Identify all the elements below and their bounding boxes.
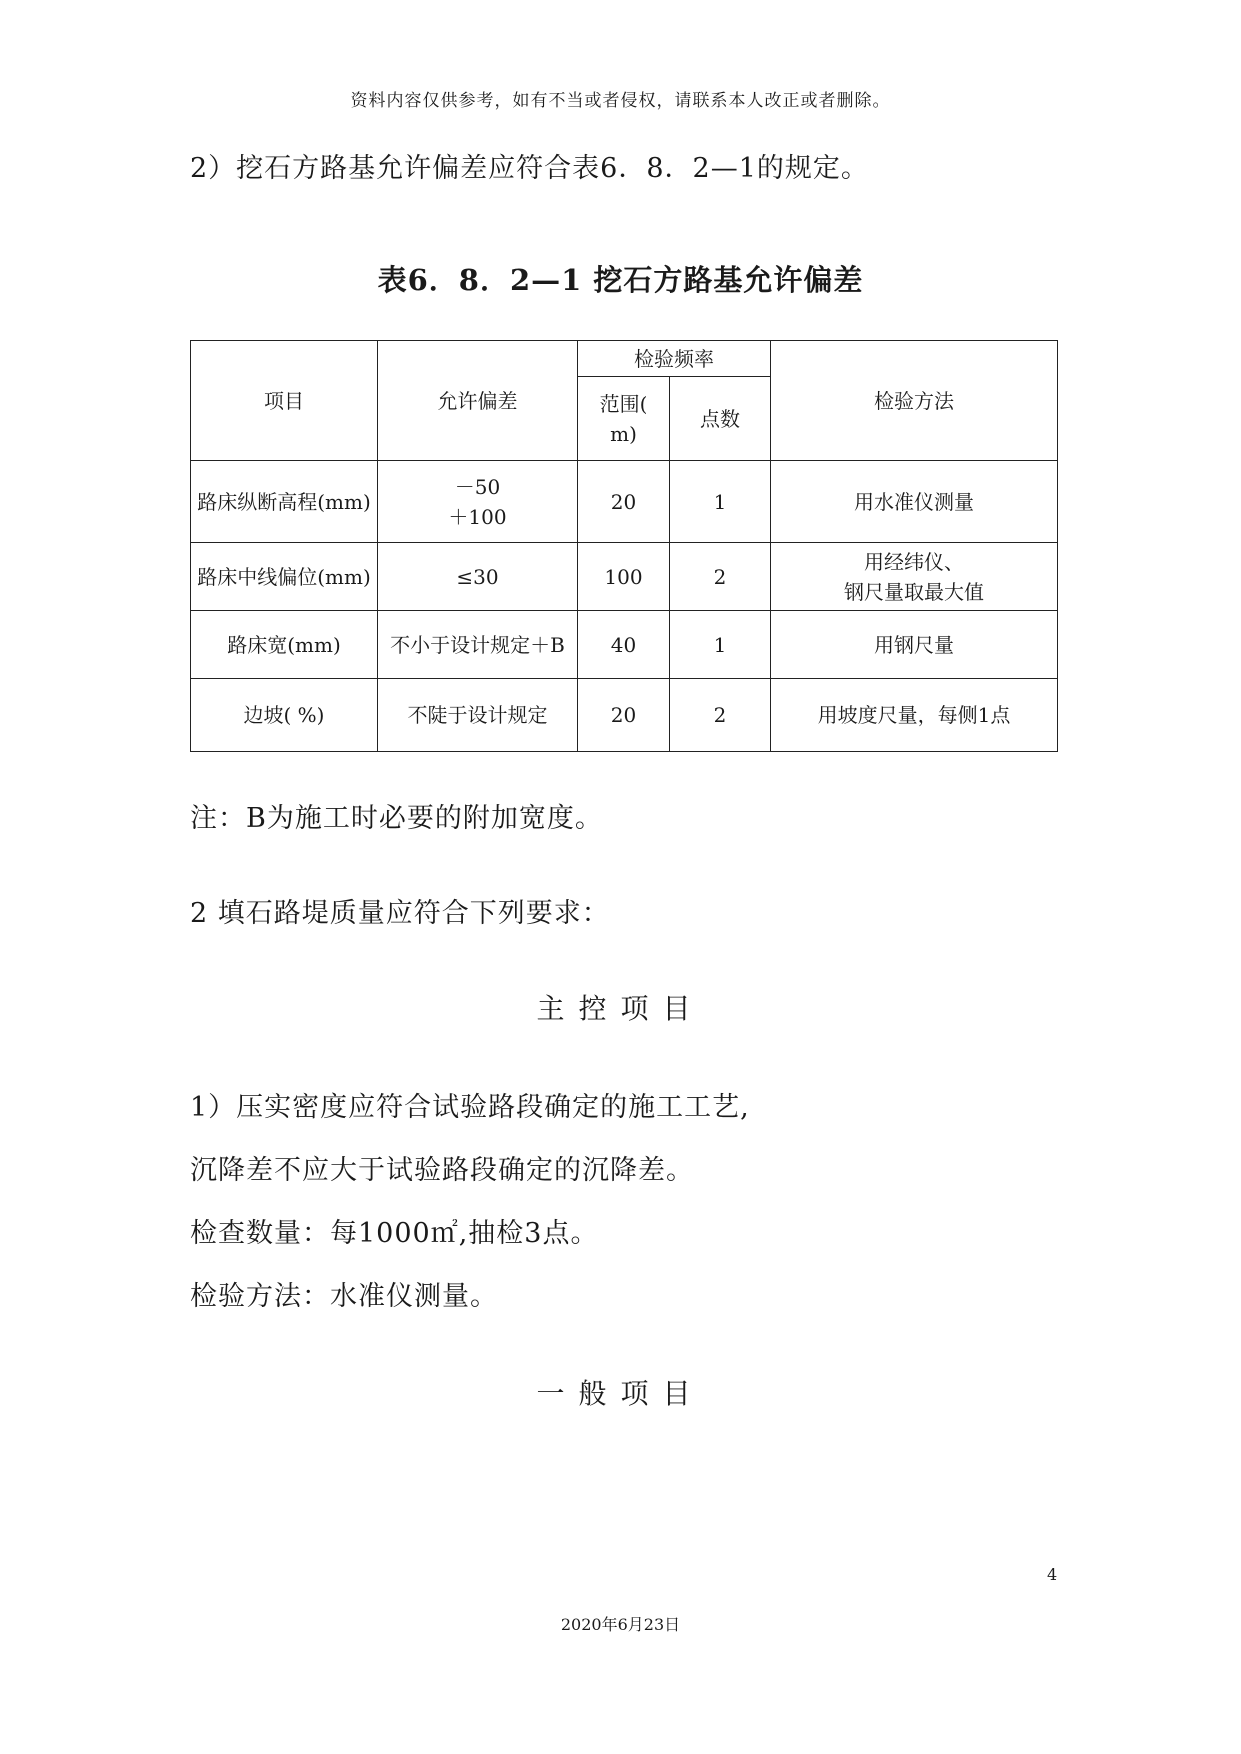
row-range: 20 [578,461,670,543]
row-points: 2 [670,543,771,611]
row-method [771,543,1058,611]
inspection-quantity: 检查数量：每1000㎡,抽检3点。 [190,1218,599,1249]
table-header-row [191,341,1058,377]
header-item: 项目 [191,341,378,461]
tolerance-table [190,340,1058,752]
general-items-heading: 一般项目 [536,1377,705,1410]
header-tolerance: 允许偏差 [378,341,578,461]
table-row [191,679,1058,752]
row-tolerance-line2: ＋100 [448,504,507,529]
main-control-heading: 主控项目 [536,992,705,1025]
page-number: 4 [1047,1565,1058,1584]
intro-line: 2）挖石方路基允许偏差应符合表6．8．2—1的规定。 [190,153,869,184]
row-range: 40 [578,611,670,679]
row-method-line1: 用经纬仪、 [864,549,964,574]
row-tolerance-line1: －50 [454,474,501,499]
header-range-line1: 范围( [599,391,648,416]
header-disclaimer: 资料内容仅供参考，如有不当或者侵权，请联系本人改正或者删除。 [350,91,891,111]
row-tolerance [378,461,578,543]
table-row [191,543,1058,611]
row-method: 用水准仪测量 [771,461,1058,543]
header-range-line2: m) [610,421,637,446]
row-points: 2 [670,679,771,752]
row-method: 用钢尺量 [771,611,1058,679]
row-item: 路床纵断高程(mm) [191,461,378,543]
compaction-line-2: 沉降差不应大于试验路段确定的沉降差。 [190,1155,694,1186]
row-tolerance: 不陡于设计规定 [378,679,578,752]
table-row [191,611,1058,679]
header-method: 检验方法 [771,341,1058,461]
row-item: 边坡( %) [191,679,378,752]
row-item: 路床中线偏位(mm) [191,543,378,611]
row-points: 1 [670,461,771,543]
header-range [578,377,670,461]
compaction-line-1: 1）压实密度应符合试验路段确定的施工工艺, [190,1092,750,1123]
row-method: 用坡度尺量，每侧1点 [771,679,1058,752]
row-tolerance: ≤30 [378,543,578,611]
row-range: 100 [578,543,670,611]
row-tolerance: 不小于设计规定＋B [378,611,578,679]
row-range: 20 [578,679,670,752]
item2-line: 2 填石路堤质量应符合下列要求： [190,898,610,929]
header-frequency: 检验频率 [578,341,771,377]
row-points: 1 [670,611,771,679]
table-row [191,461,1058,543]
table-note: 注：B为施工时必要的附加宽度。 [190,803,603,834]
row-method-line2: 钢尺量取最大值 [844,579,984,604]
table-title: 表6．8．2—1 挖石方路基允许偏差 [377,263,864,297]
inspection-method: 检验方法：水准仪测量。 [190,1281,498,1312]
row-item: 路床宽(mm) [191,611,378,679]
header-points: 点数 [670,377,771,461]
footer-date: 2020年6月23日 [560,1615,681,1634]
